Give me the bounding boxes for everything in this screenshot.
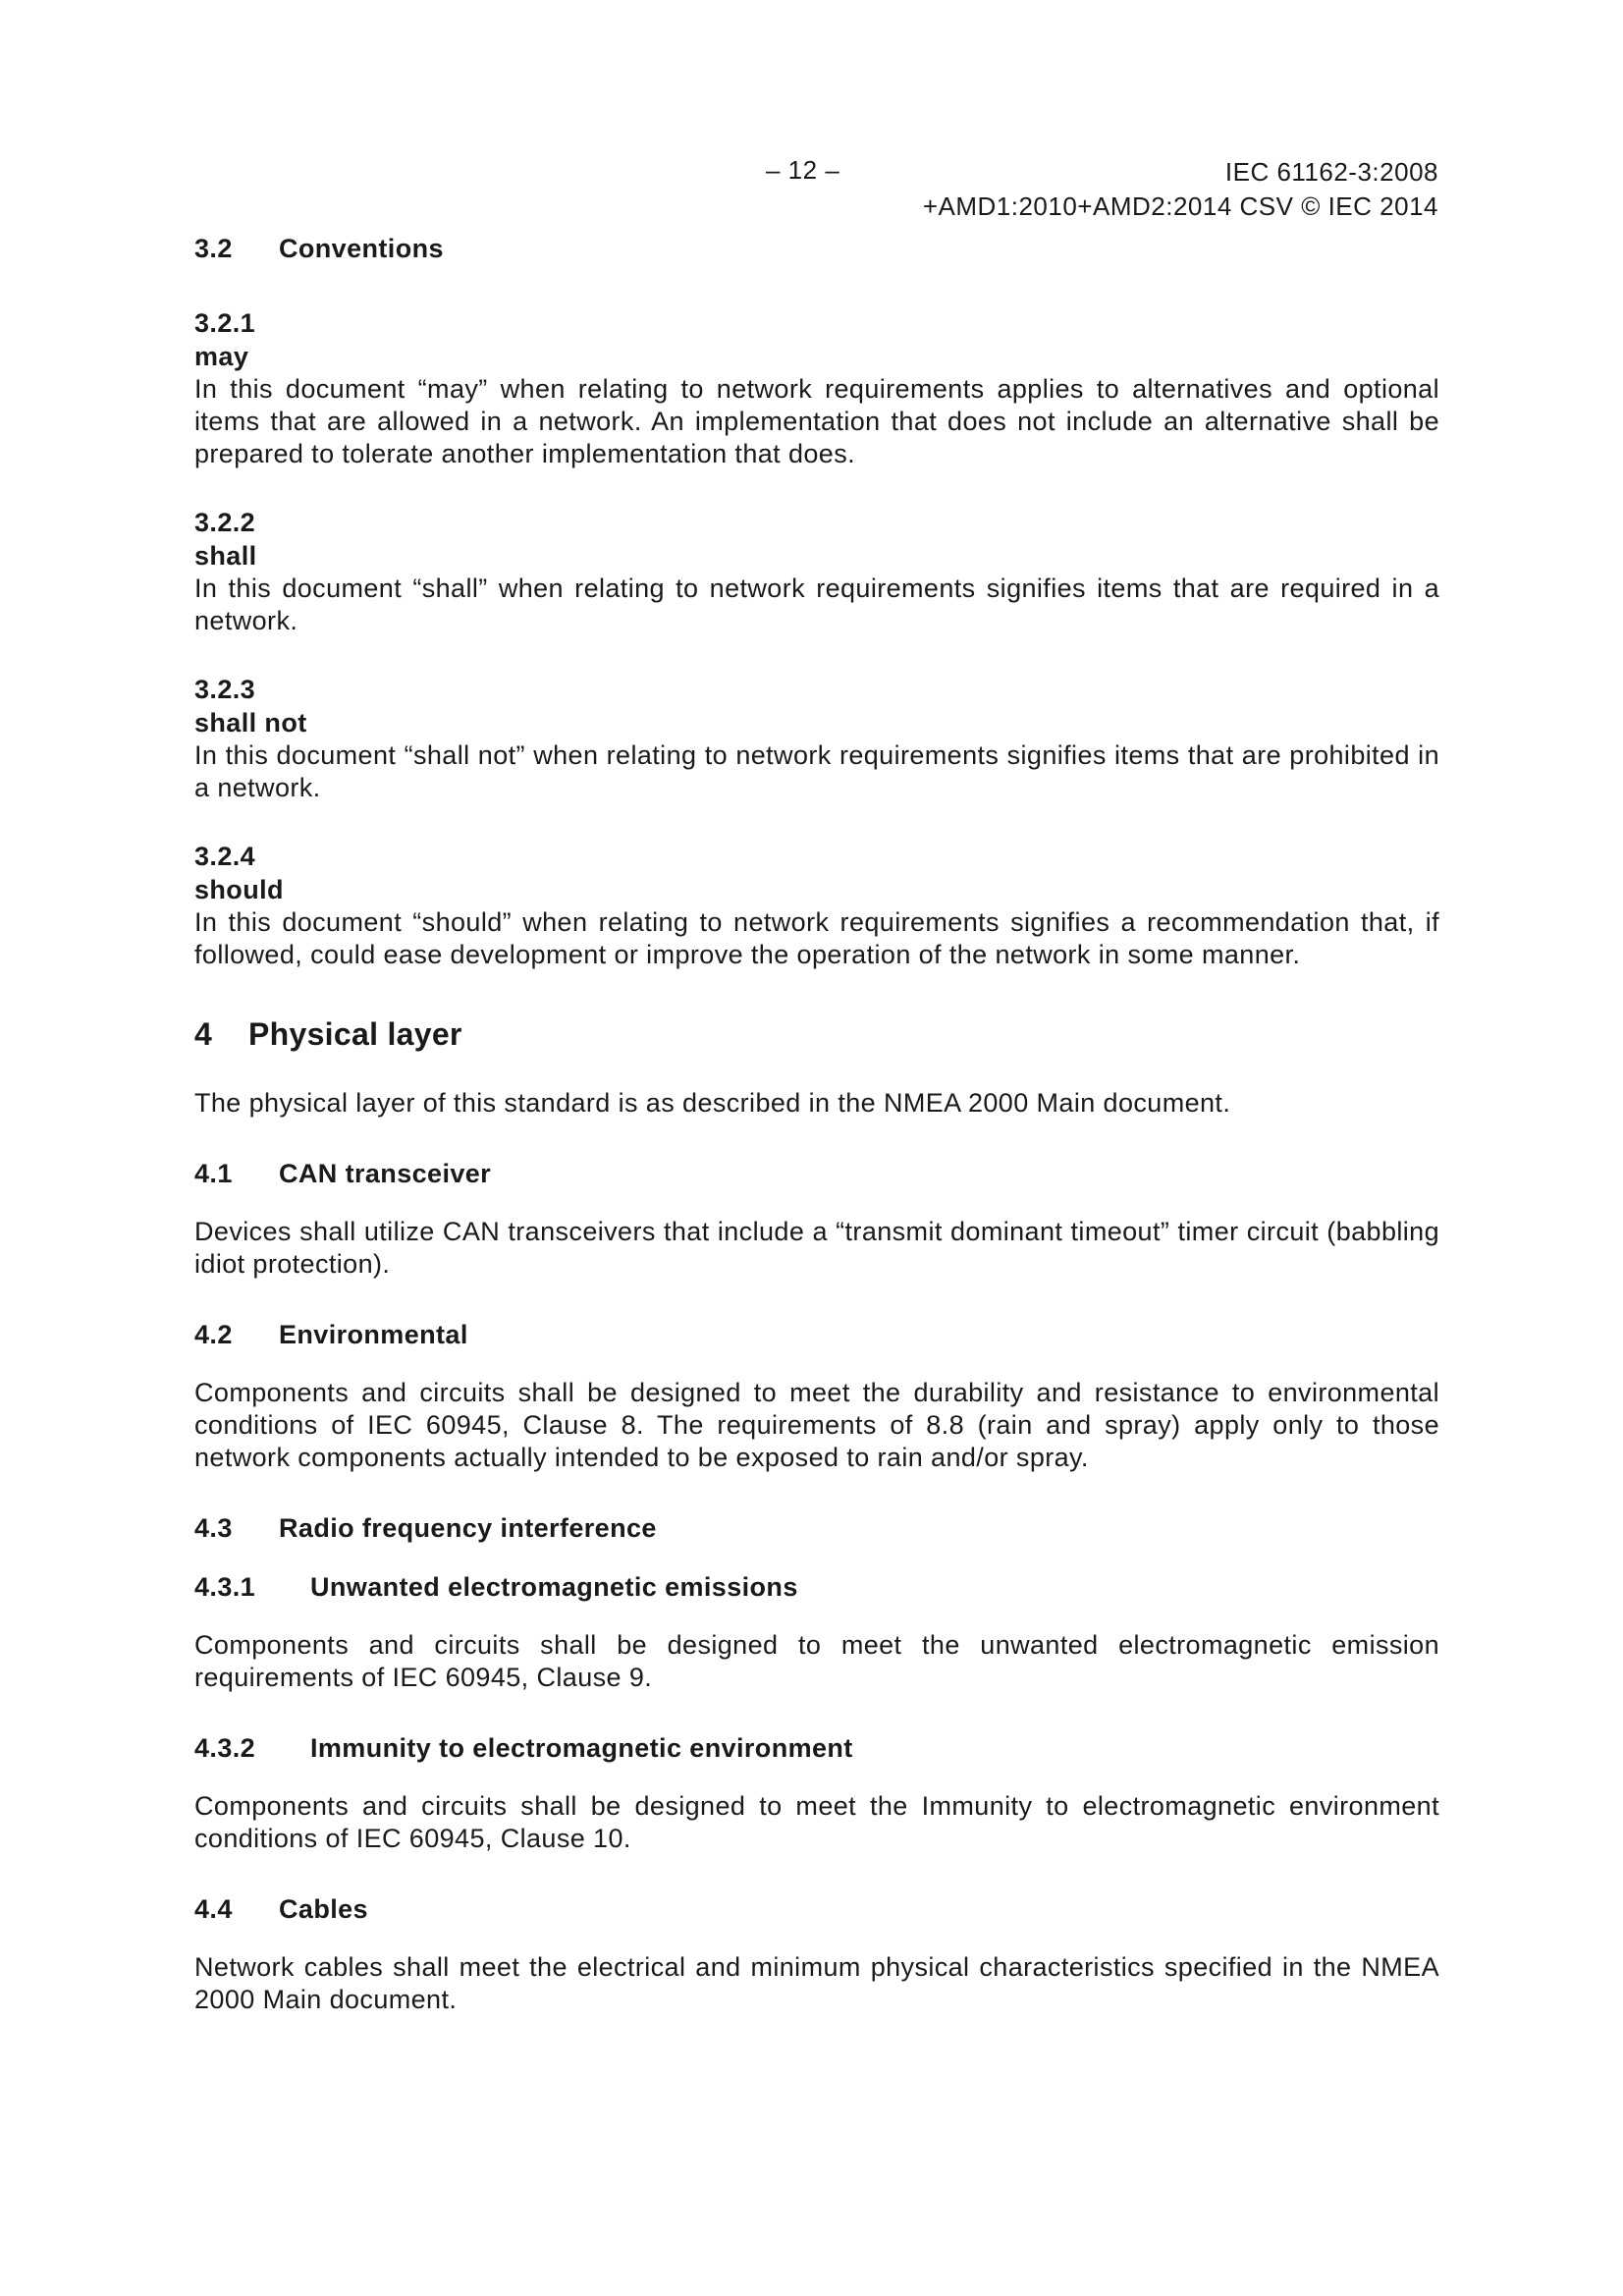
heading-number: 4.3.1 [194,1572,256,1602]
heading-4-1 [194,1157,1439,1190]
heading-title: Cables [279,1894,368,1924]
term-word: may [194,342,249,371]
standard-reference [923,155,1438,224]
heading-title: Immunity to electromagnetic environment [310,1733,853,1763]
term-word: shall [194,541,257,571]
term-number: 3.2.4 [194,842,256,871]
section-paragraph: The physical layer of this standard is as described in the NMEA 2000 Main document. [194,1088,1231,1118]
section-paragraph: Components and circuits shall be designed to meet the unwanted electromagnetic emission requirements of IEC 60945, Clause 9. [194,1630,1439,1692]
term-entry [194,673,1439,804]
heading-4-3 [194,1511,1439,1545]
term-definition: In this document “may” when relating to network requirements applies to alternatives and optional items that are allowed in a network. An implementation that does not include an alternative shall be prepared to tolerate another implementation that does. [194,374,1439,468]
section-paragraph: Components and circuits shall be designed to meet the Immunity to electromagnetic environment conditions of IEC 60945, Clause 10. [194,1791,1439,1853]
page-content [194,232,1439,2016]
section-paragraph: Network cables shall meet the electrical and minimum physical characteristics specified in the NMEA 2000 Main document. [194,1952,1439,2014]
term-entry [194,840,1439,971]
heading-4-2 [194,1318,1439,1351]
heading-number: 4.4 [194,1894,233,1924]
term-word: should [194,875,284,904]
section-paragraph: Components and circuits shall be designed to meet the durability and resistance to environmental conditions of IEC 60945, Clause 8. The requirements of 8.8 (rain and spray) apply only to those network components actually intended to be exposed to rain and/or spray. [194,1378,1439,1472]
heading-4-3-2 [194,1731,1439,1765]
heading-number: 4.3 [194,1513,233,1543]
heading-number: 4 [194,1016,213,1052]
term-number: 3.2.2 [194,508,256,537]
standard-line-1: IEC 61162-3:2008 [1224,157,1438,187]
heading-title: Environmental [279,1320,468,1349]
heading-4-3-1 [194,1570,1439,1604]
page-number: – 12 – [766,155,840,185]
section-paragraph: Devices shall utilize CAN transceivers that include a “transmit dominant timeout” timer circuit (babbling idiot protection). [194,1217,1439,1279]
standard-line-2: +AMD1:2010+AMD2:2014 CSV © IEC 2014 [922,191,1438,221]
heading-4 [194,1014,1439,1054]
term-word: shall not [194,708,307,738]
heading-number: 4.2 [194,1320,233,1349]
term-definition: In this document “should” when relating to network requirements signifies a recommendation that, if followed, could ease development or improve the operation of the network in some manner. [194,907,1439,969]
heading-title: Physical layer [248,1016,462,1052]
heading-number: 4.3.2 [194,1733,256,1763]
term-number: 3.2.1 [194,308,256,338]
term-definition: In this document “shall not” when relating to network requirements signifies items that are prohibited in a network. [194,740,1439,802]
heading-title: Radio frequency interference [279,1513,657,1543]
heading-title: CAN transceiver [279,1159,492,1188]
term-entry [194,306,1439,470]
heading-4-4 [194,1892,1439,1926]
heading-3-2 [194,232,1439,265]
heading-number: 3.2 [194,234,233,263]
heading-title: Conventions [279,234,444,263]
heading-title: Unwanted electromagnetic emissions [310,1572,798,1602]
term-definition: In this document “shall” when relating to network requirements signifies items that are required in a network. [194,574,1439,635]
heading-number: 4.1 [194,1159,233,1188]
term-entry [194,506,1439,637]
term-number: 3.2.3 [194,675,256,704]
